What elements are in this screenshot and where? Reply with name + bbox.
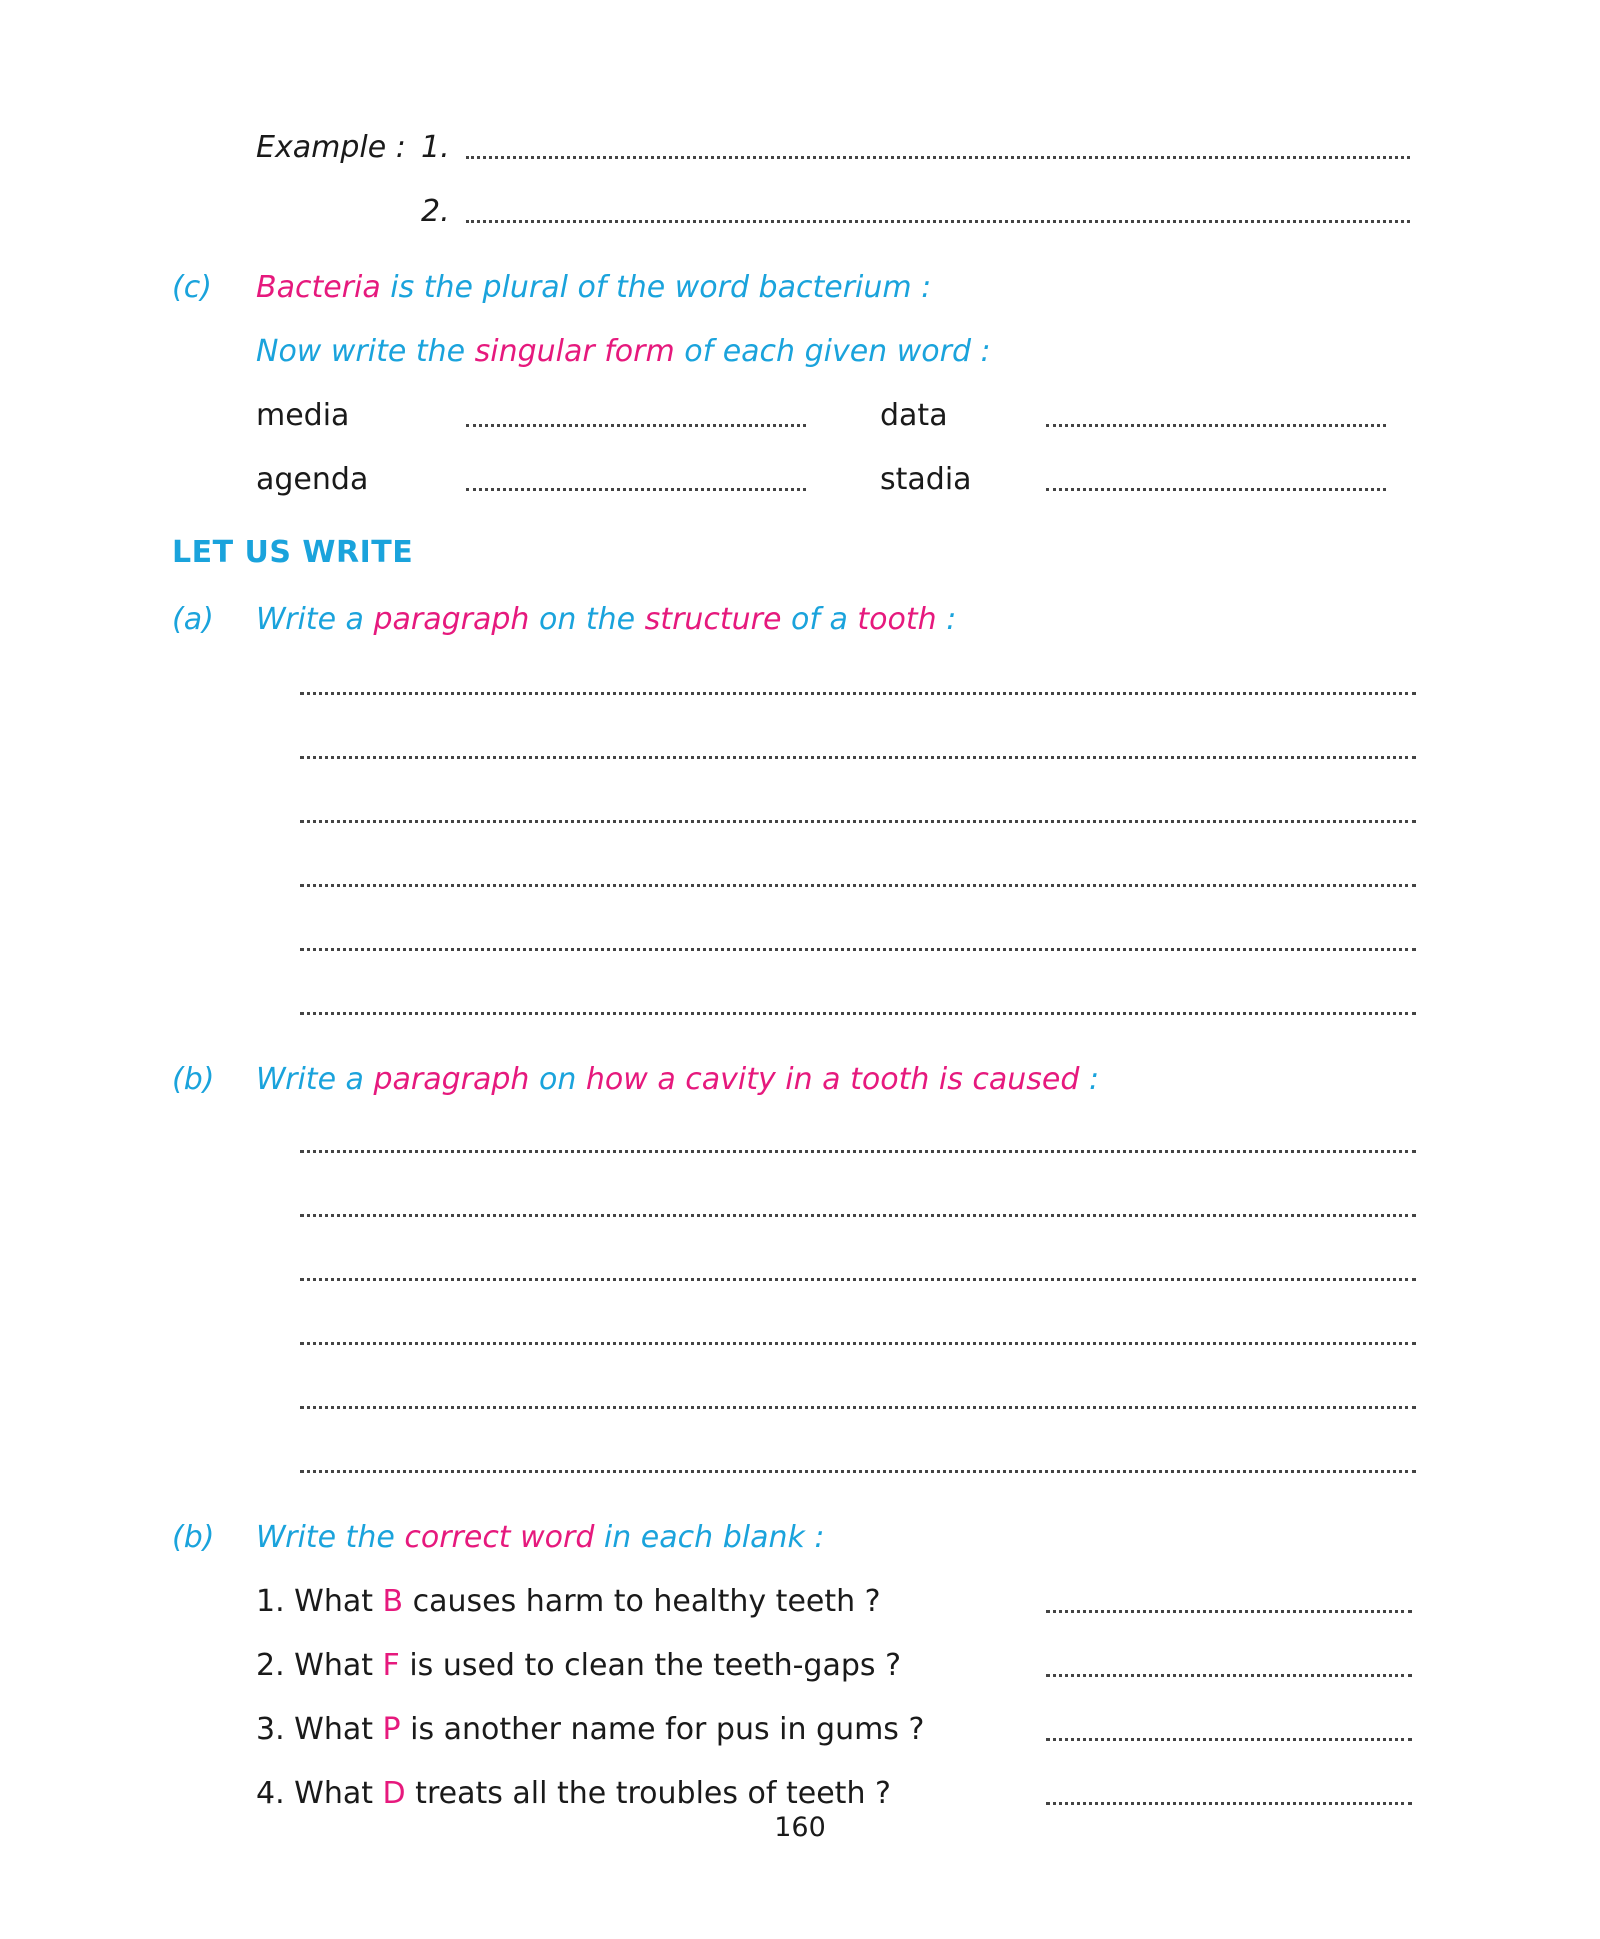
word-agenda: agenda — [256, 462, 369, 497]
part-b1-s3: on — [529, 1062, 586, 1097]
answer-blank-1[interactable] — [1046, 1610, 1412, 1613]
question-1-pre: 1. What — [256, 1584, 383, 1619]
blank-media[interactable] — [466, 424, 806, 427]
part-b1-writing-line[interactable] — [300, 1214, 1416, 1217]
question-4-pre: 4. What — [256, 1776, 383, 1811]
question-4 — [256, 1774, 891, 1814]
part-a-writing-line[interactable] — [300, 948, 1416, 951]
part-c-line2-a: Now write the — [256, 334, 475, 369]
question-3-letter: P — [382, 1712, 401, 1747]
part-b1-paragraph: paragraph — [373, 1062, 530, 1097]
part-c-line1 — [256, 268, 931, 308]
part-b1-writing-line[interactable] — [300, 1150, 1416, 1153]
answer-blank-3[interactable] — [1046, 1738, 1412, 1741]
part-a-paragraph: paragraph — [373, 602, 530, 637]
part-a-writing-line[interactable] — [300, 756, 1416, 759]
part-c-line1-rest: is the plural of the word bacterium : — [380, 270, 932, 305]
part-b1-s1: Write a — [256, 1062, 374, 1097]
question-2-pre: 2. What — [256, 1648, 383, 1683]
part-a-tooth: tooth — [857, 602, 937, 637]
part-b2-marker: (b) — [172, 1520, 215, 1555]
question-1-letter: B — [382, 1584, 404, 1619]
part-a-s1: Write a — [256, 602, 374, 637]
part-c-line2-singular-form: singular form — [474, 334, 675, 369]
part-b1-s5: : — [1079, 1062, 1100, 1097]
part-a-writing-line[interactable] — [300, 820, 1416, 823]
part-a-instruction — [256, 600, 956, 640]
question-1-post: causes harm to healthy teeth ? — [403, 1584, 881, 1619]
question-3-post: is another name for pus in gums ? — [400, 1712, 925, 1747]
part-b2-s3: in each blank : — [594, 1520, 825, 1555]
part-b1-instruction — [256, 1060, 1099, 1100]
part-c-marker: (c) — [172, 270, 212, 305]
blank-stadia[interactable] — [1046, 488, 1386, 491]
blank-agenda[interactable] — [466, 488, 806, 491]
question-3 — [256, 1710, 924, 1750]
part-b1-writing-line[interactable] — [300, 1406, 1416, 1409]
section-heading-let-us-write: LET US WRITE — [172, 535, 414, 570]
question-3-pre: 3. What — [256, 1712, 383, 1747]
question-2 — [256, 1646, 901, 1686]
answer-blank-4[interactable] — [1046, 1802, 1412, 1805]
part-c-word-bacteria: Bacteria — [256, 270, 381, 305]
question-1 — [256, 1582, 881, 1622]
word-media: media — [256, 398, 350, 433]
part-a-s7: : — [936, 602, 957, 637]
blank-data[interactable] — [1046, 424, 1386, 427]
part-a-writing-line[interactable] — [300, 884, 1416, 887]
part-b1-writing-line[interactable] — [300, 1470, 1416, 1473]
part-a-s5: of a — [781, 602, 858, 637]
word-data: data — [880, 398, 948, 433]
part-b1-writing-line[interactable] — [300, 1342, 1416, 1345]
example-number-2: 2. — [421, 194, 450, 229]
example-blank-1[interactable] — [466, 156, 1410, 159]
question-4-post: treats all the troubles of teeth ? — [405, 1776, 891, 1811]
question-2-letter: F — [382, 1648, 400, 1683]
part-a-s3: on the — [529, 602, 645, 637]
example-label: Example : — [256, 130, 406, 165]
part-a-structure: structure — [644, 602, 782, 637]
part-b2-s1: Write the — [256, 1520, 405, 1555]
part-c-line2 — [256, 332, 991, 372]
part-a-marker: (a) — [172, 602, 214, 637]
question-4-letter: D — [382, 1776, 406, 1811]
part-a-writing-line[interactable] — [300, 692, 1416, 695]
answer-blank-2[interactable] — [1046, 1674, 1412, 1677]
example-blank-2[interactable] — [466, 220, 1410, 223]
part-b1-marker: (b) — [172, 1062, 215, 1097]
question-2-post: is used to clean the teeth-gaps ? — [399, 1648, 901, 1683]
word-stadia: stadia — [880, 462, 972, 497]
part-b1-topic: how a cavity in a tooth is caused — [585, 1062, 1080, 1097]
part-b2-instruction — [256, 1518, 825, 1558]
part-b2-correct-word: correct word — [404, 1520, 595, 1555]
part-c-line2-c: of each given word : — [674, 334, 991, 369]
example-number-1: 1. — [421, 130, 450, 165]
part-b1-writing-line[interactable] — [300, 1278, 1416, 1281]
page-number: 160 — [774, 1812, 826, 1843]
part-a-writing-line[interactable] — [300, 1012, 1416, 1015]
